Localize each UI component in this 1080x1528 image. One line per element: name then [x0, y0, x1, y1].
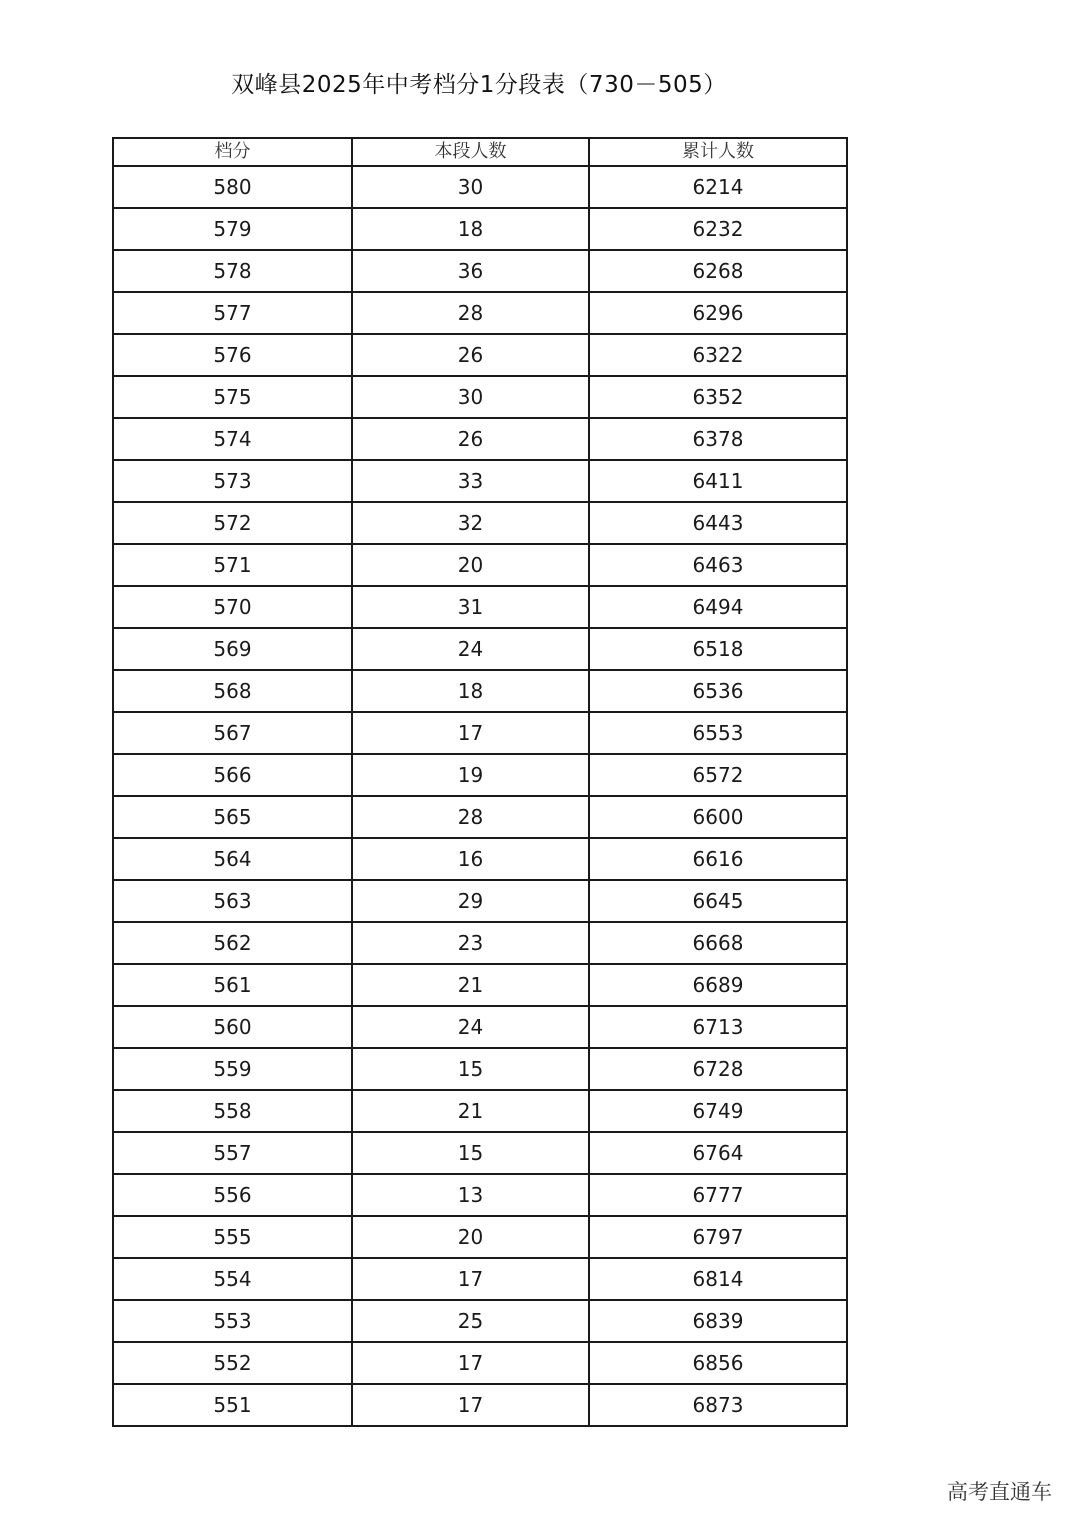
cell-segment-count: 16: [352, 838, 589, 880]
cell-cumulative-count: 6296: [589, 292, 847, 334]
header-segment-count: 本段人数: [352, 138, 589, 166]
cell-cumulative-count: 6839: [589, 1300, 847, 1342]
cell-segment-count: 17: [352, 1342, 589, 1384]
cell-cumulative-count: 6873: [589, 1384, 847, 1426]
table-header-row: [113, 138, 847, 166]
table-row: [113, 502, 847, 544]
cell-score: 579: [113, 208, 352, 250]
cell-segment-count: 21: [352, 964, 589, 1006]
table-row: [113, 1132, 847, 1174]
cell-cumulative-count: 6553: [589, 712, 847, 754]
cell-segment-count: 30: [352, 166, 589, 208]
cell-cumulative-count: 6268: [589, 250, 847, 292]
cell-segment-count: 13: [352, 1174, 589, 1216]
cell-cumulative-count: 6764: [589, 1132, 847, 1174]
cell-segment-count: 20: [352, 1216, 589, 1258]
cell-segment-count: 32: [352, 502, 589, 544]
cell-score: 570: [113, 586, 352, 628]
table-row: [113, 250, 847, 292]
table-row: [113, 796, 847, 838]
cell-score: 577: [113, 292, 352, 334]
table-row: [113, 838, 847, 880]
cell-segment-count: 36: [352, 250, 589, 292]
table-row: [113, 334, 847, 376]
cell-cumulative-count: 6777: [589, 1174, 847, 1216]
table-row: [113, 544, 847, 586]
cell-segment-count: 24: [352, 1006, 589, 1048]
cell-score: 571: [113, 544, 352, 586]
table-row: [113, 1258, 847, 1300]
table-row: [113, 964, 847, 1006]
cell-cumulative-count: 6749: [589, 1090, 847, 1132]
cell-segment-count: 15: [352, 1132, 589, 1174]
cell-cumulative-count: 6536: [589, 670, 847, 712]
cell-segment-count: 28: [352, 796, 589, 838]
cell-segment-count: 33: [352, 460, 589, 502]
cell-cumulative-count: 6463: [589, 544, 847, 586]
table-row: [113, 1174, 847, 1216]
score-distribution-table: [112, 137, 848, 1427]
cell-score: 576: [113, 334, 352, 376]
cell-score: 563: [113, 880, 352, 922]
header-cumulative-count: 累计人数: [589, 138, 847, 166]
cell-segment-count: 26: [352, 418, 589, 460]
cell-segment-count: 20: [352, 544, 589, 586]
table-row: [113, 670, 847, 712]
cell-segment-count: 28: [352, 292, 589, 334]
cell-segment-count: 21: [352, 1090, 589, 1132]
table-row: [113, 922, 847, 964]
cell-score: 558: [113, 1090, 352, 1132]
cell-cumulative-count: 6814: [589, 1258, 847, 1300]
cell-segment-count: 17: [352, 1258, 589, 1300]
cell-cumulative-count: 6572: [589, 754, 847, 796]
cell-segment-count: 18: [352, 208, 589, 250]
cell-score: 564: [113, 838, 352, 880]
table-row: [113, 1006, 847, 1048]
table-row: [113, 208, 847, 250]
cell-segment-count: 23: [352, 922, 589, 964]
cell-cumulative-count: 6668: [589, 922, 847, 964]
cell-segment-count: 17: [352, 1384, 589, 1426]
cell-cumulative-count: 6378: [589, 418, 847, 460]
cell-score: 555: [113, 1216, 352, 1258]
cell-cumulative-count: 6600: [589, 796, 847, 838]
watermark: 高考直通车: [947, 1480, 1052, 1504]
cell-score: 574: [113, 418, 352, 460]
table-row: [113, 292, 847, 334]
cell-cumulative-count: 6411: [589, 460, 847, 502]
cell-cumulative-count: 6232: [589, 208, 847, 250]
table-body: [113, 166, 847, 1426]
cell-score: 572: [113, 502, 352, 544]
cell-score: 557: [113, 1132, 352, 1174]
cell-score: 575: [113, 376, 352, 418]
cell-score: 559: [113, 1048, 352, 1090]
table-row: [113, 586, 847, 628]
cell-score: 569: [113, 628, 352, 670]
cell-cumulative-count: 6689: [589, 964, 847, 1006]
cell-segment-count: 26: [352, 334, 589, 376]
cell-score: 566: [113, 754, 352, 796]
cell-segment-count: 24: [352, 628, 589, 670]
cell-cumulative-count: 6443: [589, 502, 847, 544]
table-row: [113, 1216, 847, 1258]
cell-cumulative-count: 6713: [589, 1006, 847, 1048]
cell-score: 567: [113, 712, 352, 754]
table-row: [113, 754, 847, 796]
cell-cumulative-count: 6616: [589, 838, 847, 880]
cell-score: 562: [113, 922, 352, 964]
cell-score: 553: [113, 1300, 352, 1342]
cell-score: 568: [113, 670, 352, 712]
cell-cumulative-count: 6518: [589, 628, 847, 670]
table-row: [113, 376, 847, 418]
cell-segment-count: 19: [352, 754, 589, 796]
table-row: [113, 1300, 847, 1342]
table-row: [113, 880, 847, 922]
cell-cumulative-count: 6856: [589, 1342, 847, 1384]
cell-score: 573: [113, 460, 352, 502]
cell-segment-count: 25: [352, 1300, 589, 1342]
cell-cumulative-count: 6352: [589, 376, 847, 418]
page-title: 双峰县2025年中考档分1分段表（730－505）: [231, 72, 727, 98]
cell-cumulative-count: 6797: [589, 1216, 847, 1258]
cell-cumulative-count: 6322: [589, 334, 847, 376]
cell-segment-count: 17: [352, 712, 589, 754]
cell-cumulative-count: 6645: [589, 880, 847, 922]
cell-segment-count: 29: [352, 880, 589, 922]
table-row: [113, 1090, 847, 1132]
table-row: [113, 1342, 847, 1384]
table-row: [113, 1048, 847, 1090]
cell-score: 580: [113, 166, 352, 208]
cell-score: 561: [113, 964, 352, 1006]
table-row: [113, 166, 847, 208]
table-row: [113, 712, 847, 754]
cell-cumulative-count: 6214: [589, 166, 847, 208]
table-row: [113, 628, 847, 670]
cell-segment-count: 18: [352, 670, 589, 712]
cell-cumulative-count: 6728: [589, 1048, 847, 1090]
cell-segment-count: 31: [352, 586, 589, 628]
table-row: [113, 418, 847, 460]
cell-score: 556: [113, 1174, 352, 1216]
cell-score: 552: [113, 1342, 352, 1384]
cell-cumulative-count: 6494: [589, 586, 847, 628]
cell-score: 551: [113, 1384, 352, 1426]
cell-score: 560: [113, 1006, 352, 1048]
cell-segment-count: 30: [352, 376, 589, 418]
cell-segment-count: 15: [352, 1048, 589, 1090]
cell-score: 554: [113, 1258, 352, 1300]
cell-score: 578: [113, 250, 352, 292]
table-row: [113, 1384, 847, 1426]
header-score: 档分: [113, 138, 352, 166]
cell-score: 565: [113, 796, 352, 838]
table-row: [113, 460, 847, 502]
